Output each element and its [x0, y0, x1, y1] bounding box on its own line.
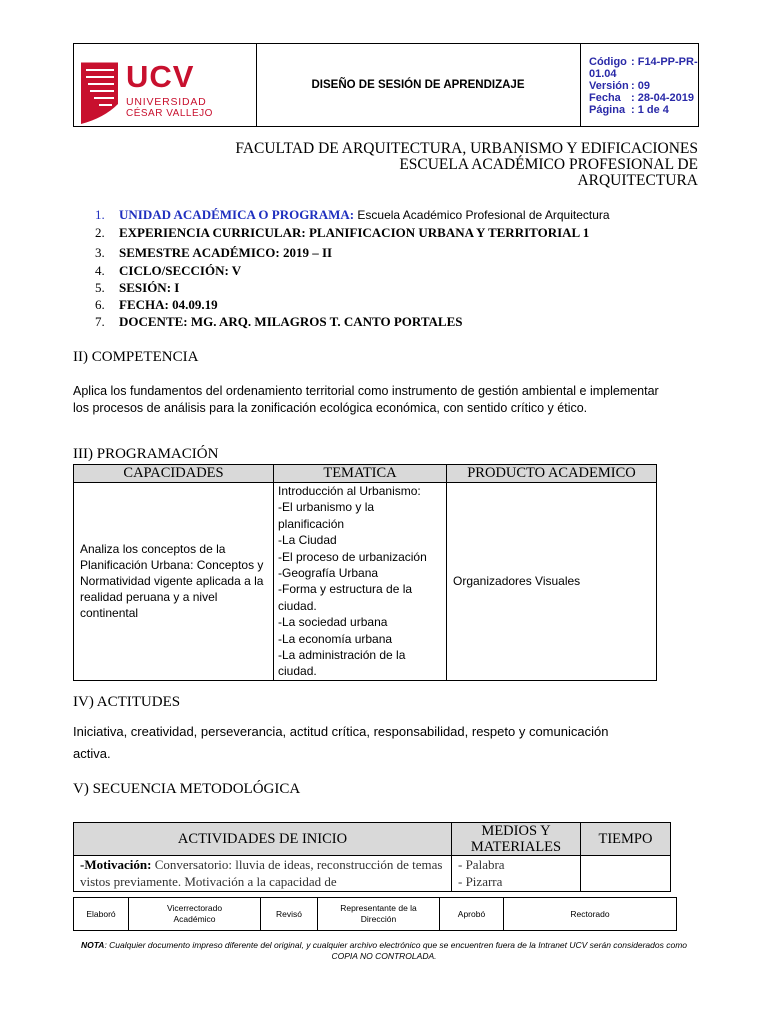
col-actividades: ACTIVIDADES DE INICIO [74, 823, 452, 856]
motivacion-label: -Motivación: [80, 857, 152, 872]
meta-version: Versión : 09 [589, 80, 650, 92]
footer-aprobo: Aprobó [440, 898, 504, 930]
list-item-unidad: 1. UNIDAD ACADÉMICA O PROGRAMA: Escuela Académico Profesional de Arquitectura [95, 207, 610, 222]
logo-text: UCV [126, 59, 195, 94]
footer-vicerrectorado: Vicerrectorado Académico [129, 898, 261, 930]
logo-cell [74, 44, 257, 126]
meta-pagina: Página : 1 de 4 [589, 104, 669, 116]
approval-footer [73, 897, 677, 931]
school-title: ESCUELA ACADÉMICO PROFESIONAL DE [399, 156, 698, 173]
document-meta [581, 44, 698, 126]
secuencia-heading: V) SECUENCIA METODOLÓGICA [73, 781, 301, 797]
col-tematica: TEMATICA [274, 465, 447, 483]
list-item-fecha: 6. FECHA: 04.09.19 [95, 297, 218, 312]
motivacion-cell [74, 856, 452, 892]
footer-rectorado: Rectorado [570, 908, 610, 919]
programacion-heading: III) PROGRAMACIÓN [73, 446, 219, 462]
meta-fecha: Fecha : 28-04-2019 [589, 92, 694, 104]
tematica-item: -La Ciudad [278, 533, 337, 548]
footer-reviso: Revisó [261, 898, 318, 930]
capacidad-cell: Analiza los conceptos de la Planificación Urbana: Conceptos y Normatividad vigente aplicada a la realidad peruana y a nivel continental [74, 483, 274, 681]
tematica-item: -La sociedad urbana [278, 615, 388, 630]
document-title: DISEÑO DE SESIÓN DE APRENDIZAJE [256, 44, 581, 126]
list-item-experiencia: 2. EXPERIENCIA CURRICULAR: PLANIFICACION URBANA Y TERRITORIAL 1 [95, 225, 590, 240]
logo-subtitle-2: CÉSAR VALLEJO [126, 108, 213, 119]
competencia-text: Aplica los fundamentos del ordenamiento territorial como instrumento de gestión ambiental e implementar los procesos de análisis para la zonificación ecológica económica, con sentido crítico y ético. [73, 384, 659, 415]
tematica-item: -El proceso de urbanización [278, 549, 427, 564]
medio-item: - Palabra [458, 857, 505, 872]
actitudes-text: Iniciativa, creatividad, perseverancia, actitud crítica, responsabilidad, respeto y comunicación activa. [73, 724, 609, 761]
col-tiempo: TIEMPO [581, 823, 671, 856]
program-title: ARQUITECTURA [577, 172, 698, 189]
tematica-item: -La economía urbana [278, 631, 393, 646]
footer-representante: Representante de la Dirección [318, 898, 440, 930]
tematica-item: -El urbanismo y la planificación [278, 500, 375, 531]
secuencia-table [73, 822, 671, 892]
note-label: NOTA [80, 940, 105, 950]
competencia-heading: II) COMPETENCIA [73, 349, 199, 365]
faculty-title: FACULTAD DE ARQUITECTURA, URBANISMO Y EDIFICACIONES [235, 140, 698, 157]
col-capacidades: CAPACIDADES [74, 465, 274, 483]
tematica-item: -Geografía Urbana [278, 566, 379, 581]
tematica-item: -La administración de la ciudad. [278, 648, 406, 679]
medio-item: - Pizarra [458, 874, 503, 889]
footer-note [73, 940, 695, 962]
meta-codigo: Código : F14-PP-PR-01.04 [589, 56, 698, 80]
tematica-cell [274, 483, 447, 681]
tematica-item: -Forma y estructura de la ciudad. [278, 582, 413, 613]
document-header [73, 43, 699, 127]
motivacion-text: Conversatorio: lluvia de ideas, reconstrucción de temas vistos previamente. Motivación a la capacidad de [80, 857, 443, 889]
logo-subtitle-1: UNIVERSIDAD [126, 96, 207, 108]
list-item-docente: 7. DOCENTE: MG. ARQ. MILAGROS T. CANTO PORTALES [95, 314, 463, 329]
col-producto: PRODUCTO ACADEMICO [447, 465, 657, 483]
programacion-table [73, 464, 657, 681]
note-text: : Cualquier documento impreso diferente del original, y cualquier archivo electrónico que se encuentren fuera de la Intranet UCV serán considerados como COPIA NO CONTROLADA. [104, 940, 688, 961]
list-item-sesion: 5. SESIÓN: I [95, 280, 180, 295]
col-medios: MEDIOS Y MATERIALES [452, 823, 581, 856]
tiempo-cell [581, 856, 671, 892]
footer-elaboro: Elaboró [74, 898, 129, 930]
tematica-item: Introducción al Urbanismo: [278, 484, 421, 498]
medios-cell [452, 856, 581, 892]
list-item-ciclo: 4. CICLO/SECCIÓN: V [95, 263, 242, 278]
producto-cell: Organizadores Visuales [447, 483, 657, 681]
actitudes-heading: IV) ACTITUDES [73, 694, 181, 710]
list-item-semestre: 3. SEMESTRE ACADÉMICO: 2019 – II [95, 245, 333, 260]
